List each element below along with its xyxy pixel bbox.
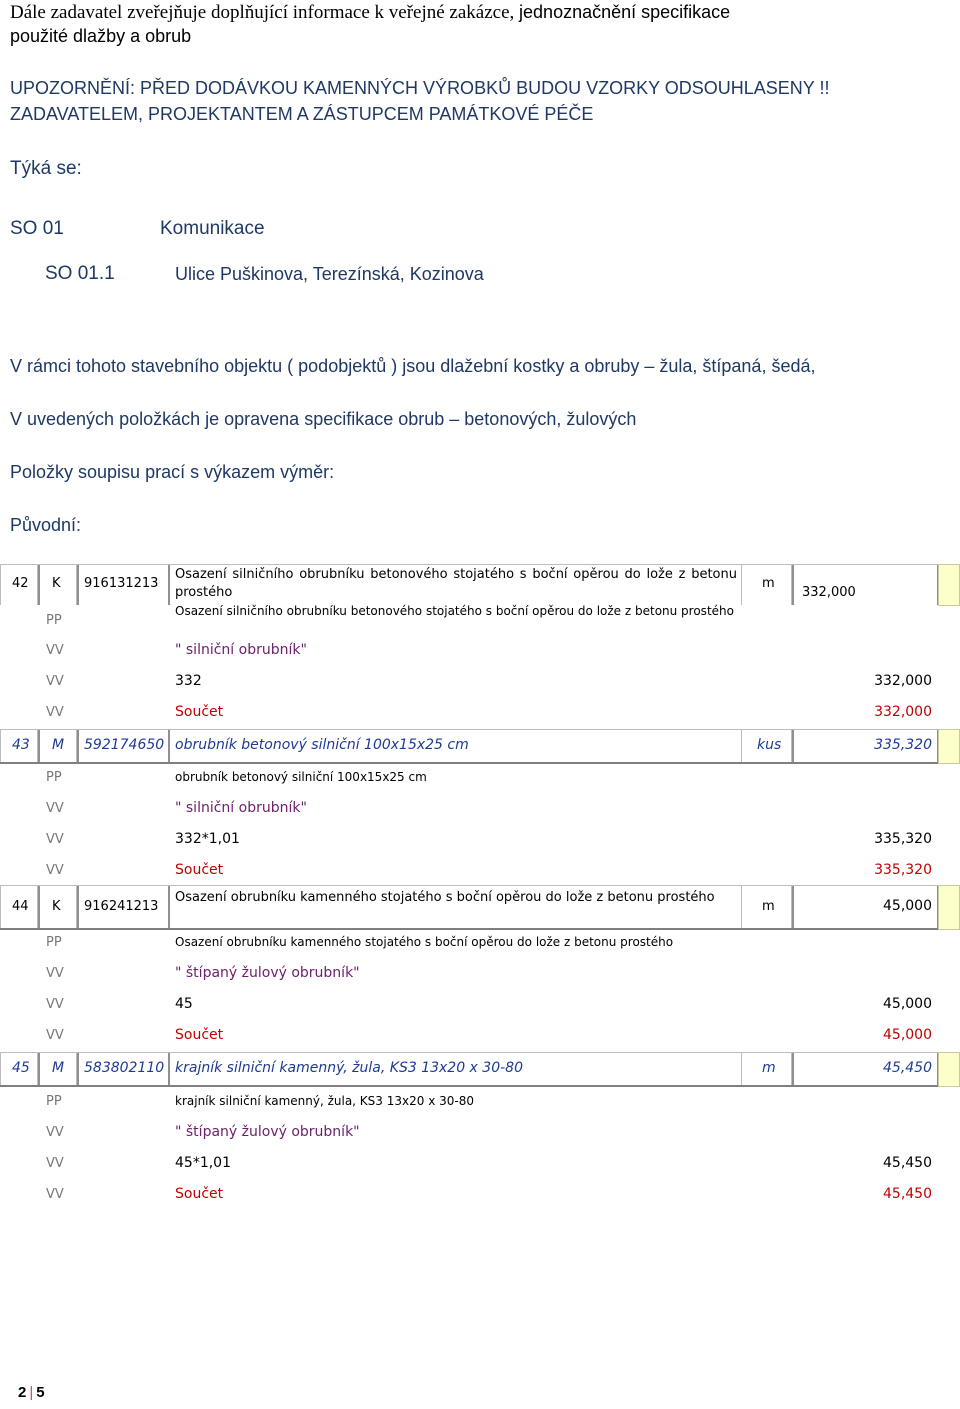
- item-code: 592174650: [84, 737, 165, 753]
- soucet-label: Součet: [175, 862, 224, 878]
- vv-label: VV: [46, 1187, 64, 1202]
- item-44-marker: [938, 885, 960, 930]
- vv-label: VV: [46, 966, 64, 981]
- vv-label: VV: [46, 674, 64, 689]
- soucet-value: 335,320: [874, 862, 932, 878]
- header-line-2: použité dlažby a obrub: [10, 26, 192, 46]
- item-code: 916241213: [84, 899, 159, 914]
- vv-label: VV: [46, 863, 64, 878]
- item-quantity: 335,320: [874, 737, 932, 753]
- vv-label: VV: [46, 1125, 64, 1140]
- pp-text: obrubník betonový silniční 100x15x25 cm: [175, 770, 427, 784]
- vv-expression: 45: [175, 996, 193, 1012]
- item-unit: kus: [757, 737, 782, 753]
- soucet-label: Součet: [175, 704, 224, 720]
- so011-code: SO 01.1: [45, 263, 115, 284]
- soucet-value: 45,000: [883, 1027, 932, 1043]
- paragraph-1: V rámci tohoto stavebního objektu ( podobjektů ) jsou dlažební kostky a obruby – žula, štípaná, šedá,: [10, 356, 816, 376]
- pp-text: krajník silniční kamenný, žula, KS3 13x20 x 30-80: [175, 1094, 474, 1108]
- polozky-heading: Položky soupisu prací s výkazem výměr:: [10, 462, 335, 482]
- paragraph-2: V uvedených položkách je opravena specifikace obrub – betonových, žulových: [10, 409, 637, 429]
- tyka-se-label: Týká se:: [10, 158, 82, 179]
- pp-text: Osazení obrubníku kamenného stojatého s boční opěrou do lože z betonu prostého: [175, 935, 674, 949]
- item-type: K: [52, 899, 61, 914]
- page-total: 5: [36, 1384, 45, 1401]
- item-type: K: [52, 576, 61, 591]
- item-45-marker: [938, 1052, 960, 1087]
- vv-expression: 45*1,01: [175, 1155, 231, 1171]
- header-line-1: [10, 0, 730, 25]
- vv-label: VV: [46, 1156, 64, 1171]
- item-unit: m: [762, 1060, 776, 1076]
- item-quantity: 45,000: [883, 898, 932, 914]
- page-separator: |: [29, 1384, 34, 1401]
- item-43-marker: [938, 729, 960, 764]
- item-42-marker: [938, 564, 960, 606]
- vv-label: VV: [46, 705, 64, 720]
- soucet-label: Součet: [175, 1027, 224, 1043]
- so011-name: Ulice Puškinova, Terezínská, Kozinova: [175, 264, 484, 284]
- soucet-value: 45,450: [883, 1186, 932, 1202]
- item-unit: m: [762, 899, 775, 914]
- vv-label: VV: [46, 997, 64, 1012]
- vv-label: VV: [46, 801, 64, 816]
- vv-expression-value: 45,000: [883, 996, 932, 1012]
- item-description: obrubník betonový silniční 100x15x25 cm: [175, 737, 469, 753]
- vv-label: VV: [46, 1028, 64, 1043]
- vv-expression: 332*1,01: [175, 831, 240, 847]
- item-no: 44: [12, 899, 29, 914]
- item-no: 45: [12, 1060, 30, 1076]
- item-unit: m: [762, 576, 775, 591]
- vv-label: VV: [46, 643, 64, 658]
- warning-line-2: ZADAVATELEM, PROJEKTANTEM A ZÁSTUPCEM PAMÁTKOVÉ PÉČE: [10, 104, 594, 124]
- item-description: Osazení obrubníku kamenného stojatého s boční opěrou do lože z betonu prostého: [175, 890, 715, 905]
- soucet-label: Součet: [175, 1186, 224, 1202]
- vv-label: VV: [46, 832, 64, 847]
- item-no: 42: [12, 576, 29, 591]
- vv-expression-value: 332,000: [874, 673, 932, 689]
- vv-expression-value: 45,450: [883, 1155, 932, 1171]
- item-description: Osazení silničního obrubníku betonového stojatého s boční opěrou do lože z betonu prostého: [175, 567, 737, 600]
- vv-note: " silniční obrubník": [175, 642, 307, 658]
- item-type: M: [52, 1060, 65, 1076]
- item-no: 43: [12, 737, 30, 753]
- page-number: [18, 1384, 45, 1401]
- pp-label: PP: [46, 770, 62, 785]
- warning-line-1: UPOZORNĚNÍ: PŘED DODÁVKOU KAMENNÝCH VÝROBKŮ BUDOU VZORKY ODSOUHLASENY !!: [10, 78, 830, 98]
- vv-expression-value: 335,320: [874, 831, 932, 847]
- soucet-value: 332,000: [874, 704, 932, 720]
- puvodni-heading: Původní:: [10, 515, 82, 535]
- vv-expression: 332: [175, 673, 202, 689]
- pp-label: PP: [46, 1094, 62, 1109]
- item-quantity: 332,000: [802, 585, 856, 600]
- pp-label: PP: [46, 935, 62, 950]
- header-text-sans: jednoznačnění specifikace: [519, 2, 731, 22]
- item-description: krajník silniční kamenný, žula, KS3 13x20 x 30-80: [175, 1060, 523, 1076]
- so01-code: SO 01: [10, 218, 64, 239]
- item-type: M: [52, 737, 65, 753]
- header-text-serif: Dále zadavatel zveřejňuje doplňující informace k veřejné zakázce,: [10, 2, 515, 23]
- page-current: 2: [18, 1384, 27, 1401]
- item-quantity: 45,450: [883, 1060, 932, 1076]
- pp-text: Osazení silničního obrubníku betonového stojatého s boční opěrou do lože z betonu prostého: [175, 604, 734, 618]
- so01-name: Komunikace: [160, 218, 265, 239]
- item-code: 916131213: [84, 576, 159, 591]
- item-code: 583802110: [84, 1060, 165, 1076]
- pp-label: PP: [46, 613, 62, 628]
- vv-note: " silniční obrubník": [175, 800, 307, 816]
- vv-note: " štípaný žulový obrubník": [175, 1124, 360, 1140]
- vv-note: " štípaný žulový obrubník": [175, 965, 360, 981]
